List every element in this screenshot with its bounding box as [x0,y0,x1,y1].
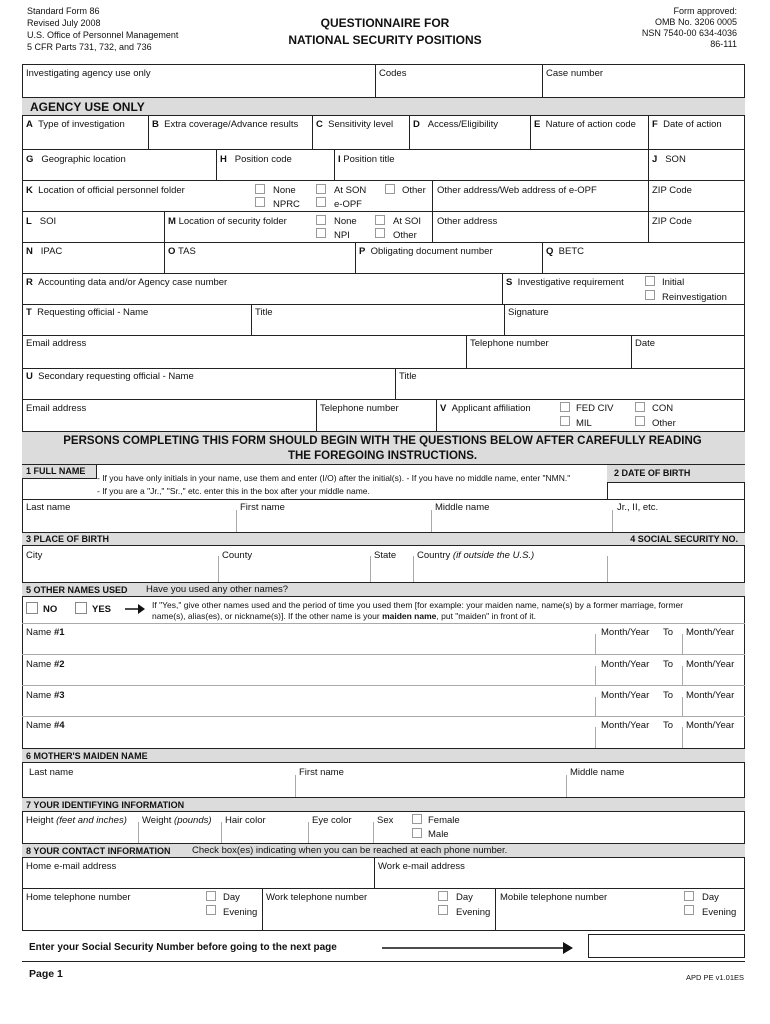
geographic-location-label: Geographic location [41,154,126,165]
m-other-label: Other [393,230,417,241]
m-other-address-label: Other address [437,216,498,227]
field-letter: N [26,246,33,257]
s1-note1: - If you have only initials in your name, use them and enter (I/O) after the initial(s). - If you have no middle name, enter "NMN." [97,473,571,483]
country-note: (if outside the U.S.) [452,550,535,561]
k-none-checkbox[interactable] [255,184,265,194]
home-phone-label: Home telephone number [26,892,131,903]
sex-female-label: Female [428,815,460,826]
other-name-input[interactable] [22,666,595,685]
mobile-day-checkbox[interactable] [684,891,694,901]
v-mil-checkbox[interactable] [560,416,570,426]
s8-header [22,843,745,858]
s6-header [22,748,745,763]
mobile-evening-label: Evening [702,907,737,918]
s5-maiden-name-emph: maiden name [382,611,437,621]
telephone1-label: Telephone number [470,338,549,349]
weight-label: Weight [142,815,172,826]
t-title-label: Title [255,307,273,318]
home-email-input[interactable] [22,870,374,888]
investigative-requirement-label: Investigative requirement [517,277,624,288]
investigating-agency-label: Investigating agency use only [26,68,151,79]
suffix-label: Jr., II, etc. [617,502,659,513]
codes-label: Codes [379,68,407,79]
s5-instructions-line2c: , put "maiden" in front of it. [436,611,536,621]
field-letter: B [152,119,159,130]
name-label: Name [26,690,52,701]
form-cfr: 5 CFR Parts 731, 732, and 736 [27,42,152,52]
home-day-checkbox[interactable] [206,891,216,901]
work-evening-checkbox[interactable] [438,905,448,915]
s5-instructions-line1: If "Yes," give other names used and the period of time you used them [for example: your maiden name, name(s) by a former marriage, former [152,600,684,610]
s8-title: 8 YOUR CONTACT INFORMATION [26,846,171,856]
ssn-input[interactable] [610,548,743,580]
mother-last-name-label: Last name [29,767,74,778]
v-con-checkbox[interactable] [635,402,645,412]
page-subtitle: NATIONAL SECURITY POSITIONS [288,33,482,47]
identifying-info-input[interactable] [22,825,373,843]
case-number-label: Case number [546,68,604,79]
v-other-label: Other [652,418,676,429]
s2-header [607,465,745,483]
from-label: Month/Year [601,627,650,638]
email1-label: Email address [26,338,87,349]
instructions-line2: THE FOREGOING INSTRUCTIONS. [287,450,478,462]
betc-label: BETC [558,246,585,257]
name-number: #4 [53,720,65,731]
t-signature-label: Signature [508,307,549,318]
work-evening-label: Evening [456,907,491,918]
k-zip-label: ZIP Code [652,185,692,196]
field-letter: Q [546,246,554,257]
field-letter: A [26,119,33,130]
email2-label: Email address [26,403,87,414]
nsn-number: NSN 7540-00 634-4036 [641,28,737,38]
form-number: Standard Form 86 [27,6,100,16]
other-name-input[interactable] [22,634,595,654]
m-none-checkbox[interactable] [316,215,326,225]
field-letter: E [534,119,541,130]
m-at-soi-label: At SOI [393,216,421,227]
son-label: SON [665,154,686,165]
s-initial-label: Initial [662,277,685,288]
home-day-label: Day [223,892,240,903]
field-letter: U [26,371,33,382]
work-day-label: Day [456,892,473,903]
field-letter: I [338,154,341,165]
from-label: Month/Year [601,659,650,670]
m-npi-label: NPI [334,230,350,241]
mother-first-name-label: First name [299,767,344,778]
s3-s4-header [22,532,745,546]
name-number: #2 [53,659,65,670]
home-email-label: Home e-mail address [26,861,117,872]
sex-male-label: Male [428,829,449,840]
name-number: #1 [53,627,65,638]
county-label: County [222,550,253,561]
m-other-checkbox[interactable] [375,228,385,238]
sensitivity-level-label: Sensitivity level [328,119,394,130]
full-name-input[interactable] [22,510,745,532]
s8-note: Check box(es) indicating when you can be reached at each phone number. [192,845,508,856]
agency-use-only-header [22,97,745,116]
tas-label: TAS [178,246,196,257]
field-letter: V [440,403,447,414]
s-initial-checkbox[interactable] [645,276,655,286]
k-nprc-checkbox[interactable] [255,197,265,207]
home-evening-checkbox[interactable] [206,905,216,915]
instructions-line1: PERSONS COMPLETING THIS FORM SHOULD BEGIN WITH THE QUESTIONS BELOW AFTER CAREFULLY READING [63,435,702,447]
form-agency: U.S. Office of Personnel Management [27,30,179,40]
work-day-checkbox[interactable] [438,891,448,901]
s5-header [22,582,745,597]
field-letter: T [26,307,32,318]
until-label: Month/Year [686,720,735,731]
first-name-label: First name [240,502,285,513]
m-none-label: None [334,216,357,227]
telephone2-label: Telephone number [320,403,399,414]
secondary-official-label: Secondary requesting official - Name [38,371,194,382]
instructions-banner [22,431,745,465]
from-label: Month/Year [601,690,650,701]
s4-title: 4 SOCIAL SECURITY NO. [630,534,738,544]
s1-header [22,465,97,479]
work-phone-label: Work telephone number [266,892,368,903]
field-letter: F [652,119,658,130]
m-at-soi-checkbox[interactable] [375,215,385,225]
nature-of-action-label: Nature of action code [545,119,636,130]
name-label: Name [26,720,52,731]
security-folder-label: Location of security folder [178,216,287,227]
s2-title: 2 DATE OF BIRTH [614,468,691,478]
mobile-day-label: Day [702,892,719,903]
s5-instructions-line2a: name(s), alias(es), or nickname(s)]. If the other name is your [152,611,383,621]
m-zip-label: ZIP Code [652,216,692,227]
sex-label: Sex [377,815,394,826]
field-letter: C [316,119,323,130]
name-label: Name [26,627,52,638]
s5-no-label: NO [43,604,58,615]
middle-name-label: Middle name [435,502,490,513]
mother-maiden-name-input[interactable] [22,775,745,797]
to-label: To [663,690,674,701]
work-email-label: Work e-mail address [378,861,465,872]
position-title-label: Position title [343,154,395,165]
obligating-document-label: Obligating document number [370,246,493,257]
name-number: #3 [53,690,65,701]
to-label: To [663,627,674,638]
s1-title: 1 FULL NAME [26,466,86,476]
country-label: Country [417,550,451,561]
field-letter: R [26,277,33,288]
s5-question: Have you used any other names? [146,584,289,595]
k-nprc-label: NPRC [273,199,300,210]
s5-yes-label: YES [92,604,112,615]
applicant-affiliation-label: Applicant affiliation [451,403,531,414]
s5-yes-checkbox[interactable] [75,602,87,614]
last-name-label: Last name [26,502,71,513]
mobile-phone-label: Mobile telephone number [500,892,608,903]
field-letter: P [359,246,366,257]
k-eopf-checkbox[interactable] [316,197,326,207]
form-code: 86-111 [710,39,737,49]
field-letter: J [652,154,658,165]
sex-male-checkbox[interactable] [412,828,422,838]
work-email-input[interactable] [375,870,745,888]
k-other-label: Other [402,185,426,196]
k-none-label: None [273,185,296,196]
mobile-evening-checkbox[interactable] [684,905,694,915]
personnel-folder-label: Location of official personnel folder [38,185,185,196]
s-reinvestigation-checkbox[interactable] [645,290,655,300]
omb-number: OMB No. 3206 0005 [654,17,737,27]
extra-coverage-label: Extra coverage/Advance results [164,119,299,130]
right-arrow-icon [382,941,574,955]
field-letter: G [26,154,34,165]
city-label: City [26,550,43,561]
v-fedciv-checkbox[interactable] [560,402,570,412]
date-of-action-label: Date of action [663,119,722,130]
requesting-official-label: Requesting official - Name [37,307,149,318]
field-letter: K [26,185,33,196]
k-other-checkbox[interactable] [385,184,395,194]
until-label: Month/Year [686,690,735,701]
to-label: To [663,720,674,731]
s-reinvestigation-label: Reinvestigation [662,292,727,303]
m-npi-checkbox[interactable] [316,228,326,238]
soi-label: SOI [39,216,57,227]
k-other-address-label: Other address/Web address of e-OPF [437,185,597,196]
field-letter: S [506,277,513,288]
home-evening-label: Evening [223,907,258,918]
k-eopf-label: e-OPF [334,199,362,210]
k-at-son-checkbox[interactable] [316,184,326,194]
s5-title: 5 OTHER NAMES USED [26,585,128,595]
position-code-label: Position code [234,154,292,165]
k-at-son-label: At SON [334,185,367,196]
field-letter: M [168,216,176,227]
until-label: Month/Year [686,659,735,670]
v-other-checkbox[interactable] [635,416,645,426]
height-unit: (feet and inches) [56,815,127,826]
until-label: Month/Year [686,627,735,638]
form-approved: Form approved: [673,6,737,16]
s1-note2: - If you are a "Jr.," "Sr.," etc. enter this in the box after your middle name. [97,486,370,496]
s5-no-checkbox[interactable] [26,602,38,614]
form-version: APD PE v1.01ES [686,973,744,982]
mother-middle-name-label: Middle name [570,767,625,778]
access-eligibility-label: Access/Eligibility [427,119,499,130]
ipac-label: IPAC [40,246,63,257]
date1-label: Date [635,338,656,349]
right-arrow-icon [124,602,146,616]
other-name-input[interactable] [22,727,595,748]
height-label: Height [26,815,54,826]
to-label: To [663,659,674,670]
s3-title: 3 PLACE OF BIRTH [26,534,110,544]
other-name-input[interactable] [22,697,595,716]
name-label: Name [26,659,52,670]
s7-header [22,797,745,812]
hair-color-label: Hair color [225,815,266,826]
agency-use-only-title: AGENCY USE ONLY [30,100,145,114]
eye-color-label: Eye color [312,815,352,826]
field-letter: H [220,154,227,165]
weight-unit: (pounds) [174,815,212,826]
ssn-prompt: Enter your Social Security Number before going to the next page [29,942,337,953]
form-revision: Revised July 2008 [27,18,101,28]
field-letter: O [168,246,176,257]
field-letter: L [26,216,32,227]
v-fedciv-label: FED CIV [576,403,614,414]
s7-title: 7 YOUR IDENTIFYING INFORMATION [26,800,185,810]
footer-ssn-input[interactable] [588,934,745,958]
type-of-investigation-label: Type of investigation [38,119,125,130]
page-number: Page 1 [29,968,63,980]
s6-title: 6 MOTHER'S MAIDEN NAME [26,751,148,761]
accounting-data-label: Accounting data and/or Agency case number [38,277,228,288]
sex-female-checkbox[interactable] [412,814,422,824]
v-mil-label: MIL [576,418,592,429]
state-label: State [374,550,397,561]
place-of-birth-input[interactable] [22,560,607,582]
from-label: Month/Year [601,720,650,731]
v-con-label: CON [652,403,674,414]
page-title: QUESTIONNAIRE FOR [320,16,450,30]
u-title-label: Title [399,371,417,382]
field-letter: D [413,119,420,130]
